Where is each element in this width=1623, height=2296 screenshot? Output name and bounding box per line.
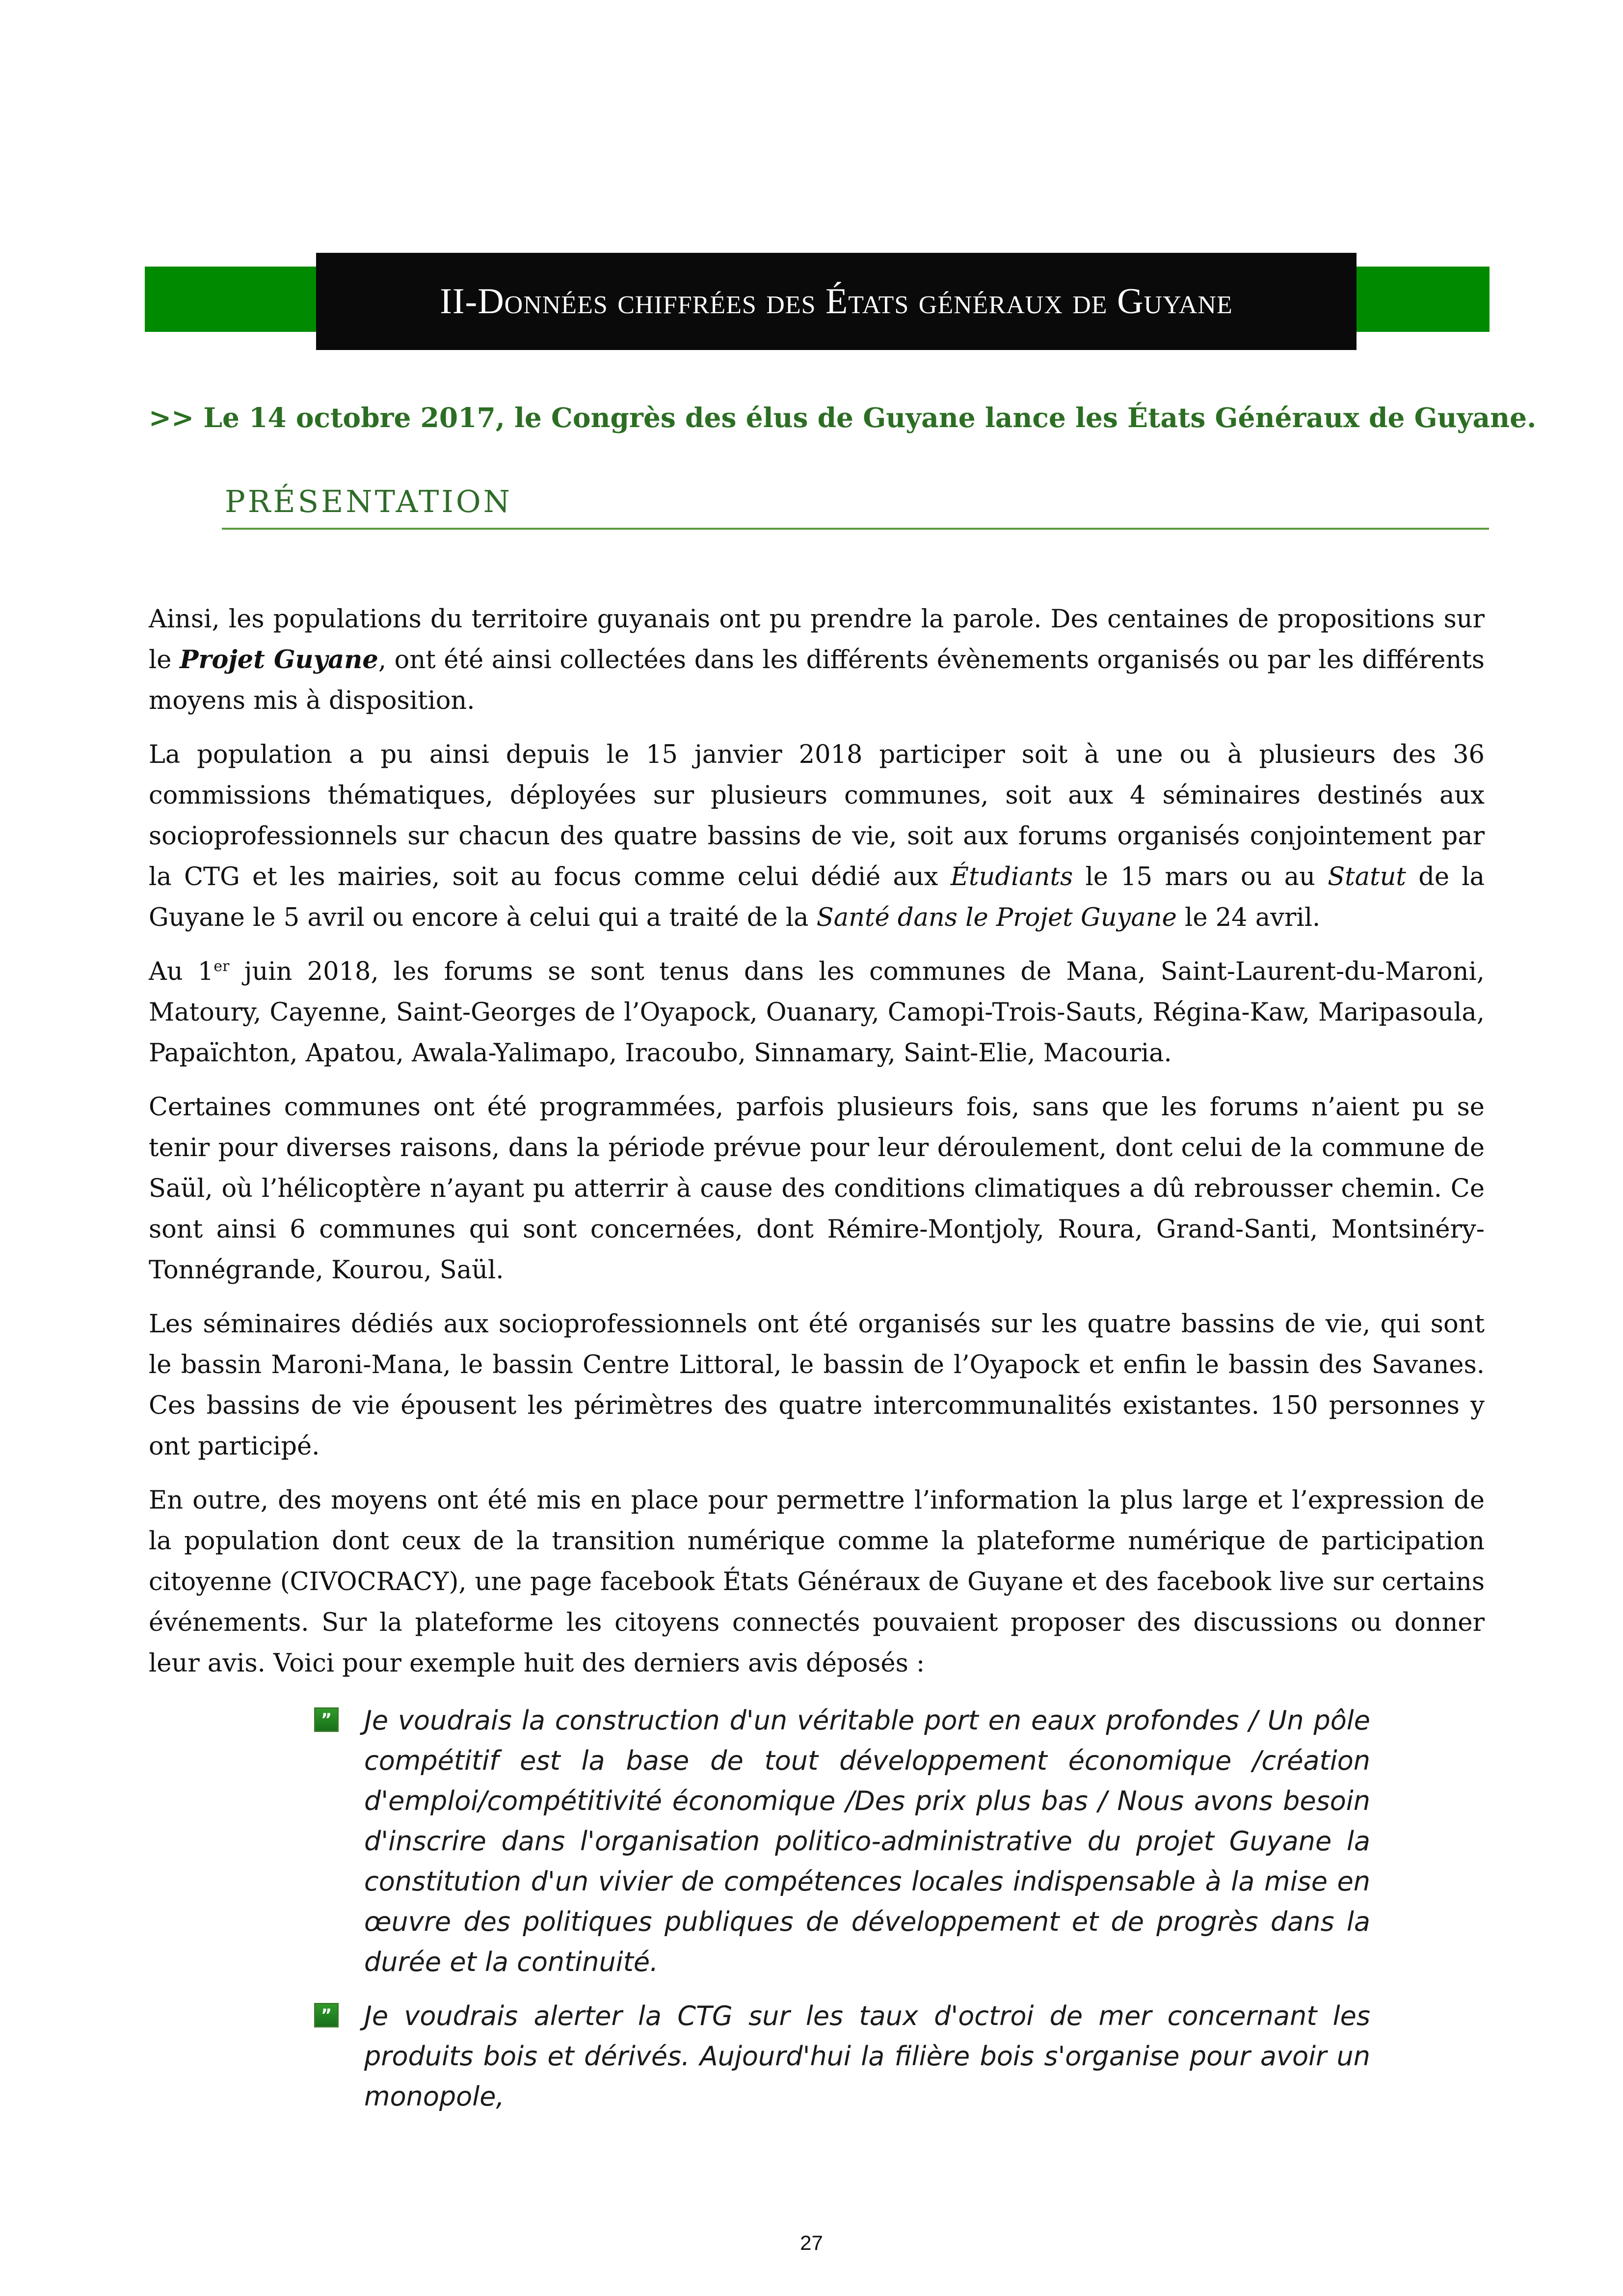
body-text bbox=[149, 599, 1485, 1697]
intro-line: >> Le 14 octobre 2017, le Congrès des élus de Guyane lance les États Généraux de Guyane. bbox=[149, 402, 1537, 433]
paragraph-2-text-d: le 24 avril. bbox=[1176, 903, 1321, 932]
paragraph-1-emphasis: Projet Guyane bbox=[180, 645, 378, 675]
section-title-prefix: II- bbox=[440, 281, 478, 322]
paragraph-3 bbox=[149, 951, 1485, 1074]
paragraph-3-superscript: er bbox=[213, 958, 230, 975]
quote-item bbox=[314, 1996, 1370, 2117]
paragraph-2-text-c: de la Guyane le 5 avril ou encore à celui qui a traité de la bbox=[149, 863, 1485, 932]
subheading-presentation: PRÉSENTATION bbox=[225, 484, 512, 519]
paragraph-5: Les séminaires dédiés aux socioprofessionnels ont été organisés sur les quatre bassins de vie, qui sont le bassin Maroni-Mana, le bassin Centre Littoral, le bassin de l’Oyapock et enfin le bassin des Savanes. Ces bassins de vie épousent les périmètres des quatre intercommunalités existantes. 150 personnes y ont participé. bbox=[149, 1310, 1485, 1461]
quote-item bbox=[314, 1701, 1370, 1982]
quote-bubble-icon: ” bbox=[314, 1707, 339, 1732]
paragraph-3-text-b: juin 2018, les forums se sont tenus dans les communes de Mana, Saint-Laurent-du-Maroni, Matoury, Cayenne, Saint-Georges de l’Oyapock, Ouanary, Camopi-Trois-Sauts, Régina-Kaw, Maripasoula, Papaïchton, Apatou, Awala-Yalimapo, Iracoubo, Sinnamary, Saint-Elie, Macouria. bbox=[149, 957, 1485, 1068]
paragraph-6: En outre, des moyens ont été mis en place pour permettre l’information la plus large et l’expression de la population dont ceux de la transition numérique comme la plateforme numérique de participation citoyenne (CIVOCRACY), une page facebook États Généraux de Guyane et des facebook live sur certains événements. Sur la plateforme les citoyens connectés pouvaient proposer des discussions ou donner leur avis. Voici pour exemple huit des derniers avis déposés : bbox=[149, 1486, 1485, 1678]
paragraph-2-text-b: le 15 mars ou au bbox=[1073, 863, 1328, 891]
paragraph-1-text-a: Ainsi, les populations du territoire guyanais ont pu prendre la parole. Des centaines de propositions sur le bbox=[149, 605, 1485, 675]
citizen-quotes-list bbox=[314, 1701, 1370, 2131]
paragraph-2 bbox=[149, 734, 1485, 938]
quote-text: Je voudrais la construction d'un véritable port en eaux profondes / Un pôle compétitif est la base de tout développement économique /création d'emploi/compétitivité économique /Des prix plus bas / Nous avons besoin d'inscrire dans l'organisation politico-administrative du projet Guyane la constitution d'un vivier de compétences locales indispensable à la mise en œuvre des politiques publiques de développement et de progrès dans la durée et la continuité. bbox=[364, 1705, 1370, 1977]
section-title-text: Données chiffrées des États généraux de Guyane bbox=[478, 281, 1233, 322]
paragraph-1-text-b: , ont été ainsi collectées dans les différents évènements organisés ou par les différents moyens mis à disposition. bbox=[149, 646, 1485, 715]
subheading-rule bbox=[222, 528, 1489, 530]
section-title bbox=[440, 281, 1232, 323]
paragraph-3-text-a: Au 1 bbox=[149, 957, 214, 986]
page-number: 27 bbox=[800, 2231, 823, 2254]
paragraph-1 bbox=[149, 599, 1485, 721]
quote-bubble-icon: ” bbox=[314, 2003, 339, 2027]
paragraph-2-emphasis-statut: Statut bbox=[1328, 863, 1406, 891]
section-banner bbox=[316, 253, 1357, 350]
quote-text: Je voudrais alerter la CTG sur les taux d'octroi de mer concernant les produits bois et dérivés. Aujourd'hui la filière bois s'organise pour avoir un monopole, bbox=[364, 2000, 1370, 2112]
paragraph-2-emphasis-etudiants: Étudiants bbox=[950, 863, 1073, 891]
paragraph-2-emphasis-sante: Santé dans le Projet Guyane bbox=[816, 903, 1177, 932]
paragraph-2-text-a: La population a pu ainsi depuis le 15 janvier 2018 participer soit à une ou à plusieurs des 36 commissions thématiques, déployées sur plusieurs communes, soit aux 4 séminaires destinés aux socioprofessionnels sur chacun des quatre bassins de vie, soit aux forums organisés conjointement par la CTG et les mairies, soit au focus comme celui dédié aux bbox=[149, 740, 1485, 891]
paragraph-4: Certaines communes ont été programmées, parfois plusieurs fois, sans que les forums n’aient pu se tenir pour diverses raisons, dans la période prévue pour leur déroulement, dont celui de la commune de Saül, où l’hélicoptère n’ayant pu atterrir à cause des conditions climatiques a dû rebrousser chemin. Ce sont ainsi 6 communes qui sont concernées, dont Rémire-Montjoly, Roura, Grand-Santi, Montsinéry-Tonnégrande, Kourou, Saül. bbox=[149, 1093, 1485, 1285]
